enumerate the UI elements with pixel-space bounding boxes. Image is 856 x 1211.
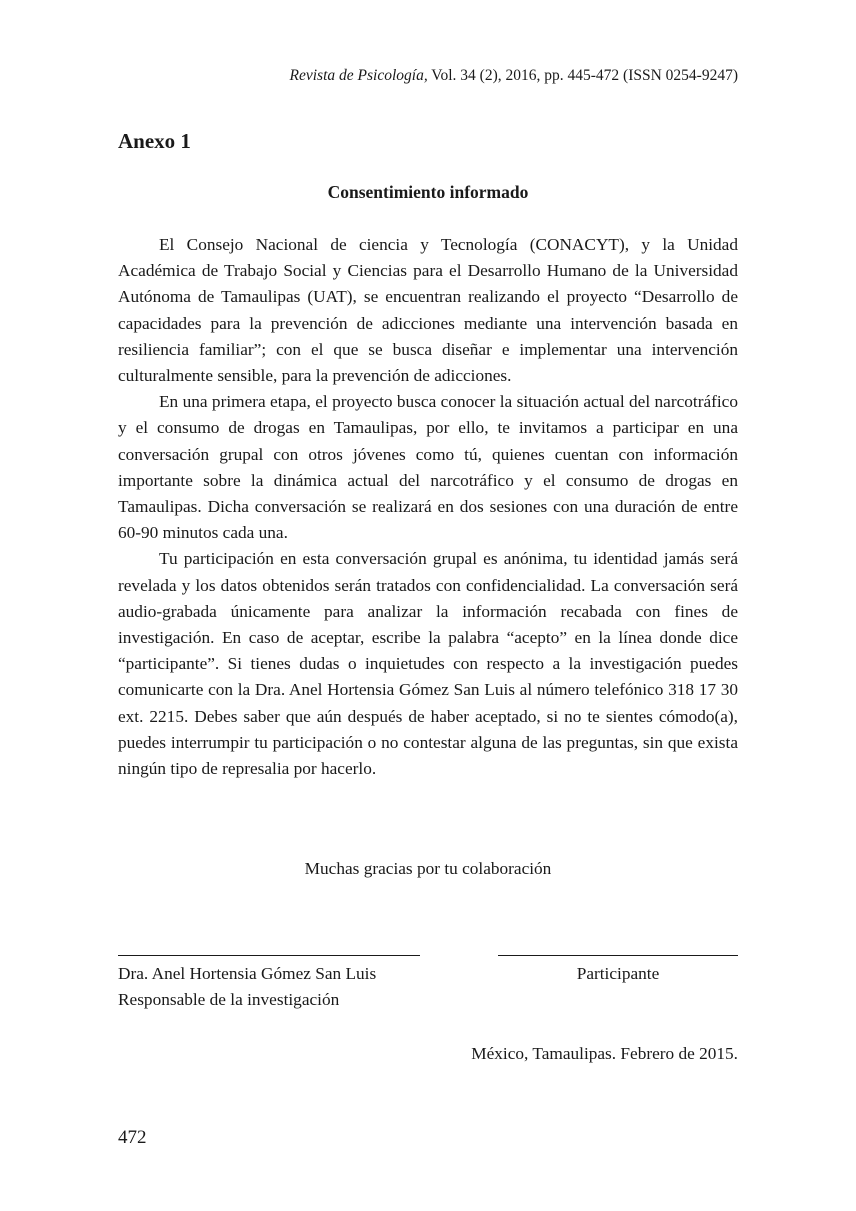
paragraph-1: El Consejo Nacional de ciencia y Tecnología (CONACYT), y la Unidad Académica de Trabajo Social y Ciencias para el Desarrollo Humano de la Universidad Autónoma de Tamaulipas (UAT), se encuentran realizando el proyecto “Desarrollo de capacidades para la prevención de adicciones mediante una intervención basada en resiliencia familiar”; con el que se busca diseñar e implementar una intervención culturalmente sensible, para la prevención de adicciones. [118,235,738,386]
running-header [290,66,738,86]
participant-label: Participante [576,964,660,983]
paragraph-2: En una primera etapa, el proyecto busca conocer la situación actual del narcotráfico y el consumo de drogas en Tamaulipas, por ello, te invitamos a participar en una conversación grupal con otros jóvenes como tú, quienes cuentan con información importante sobre la dinámica actual del narcotráfico y el consumo de drogas en Tamaulipas. Dicha conversación se realizará en dos sesiones con una duración de entre 60-90 minutos cada una. [118,392,738,543]
researcher-role: Responsable de la investigación [118,990,340,1009]
journal-citation: Vol. 34 (2), 2016, pp. 445-472 (ISSN 0254-9247) [427,67,738,84]
annex-title: Anexo 1 [118,129,191,153]
body-text [118,232,738,782]
participant-signature-line [498,955,738,956]
page-number: 472 [118,1127,147,1148]
thanks-line: Muchas gracias por tu colaboración [304,859,552,878]
researcher-name: Dra. Anel Hortensia Gómez San Luis [118,964,377,983]
researcher-signature-line [118,955,420,956]
place-date: México, Tamaulipas. Febrero de 2015. [471,1044,738,1063]
document-title: Consentimiento informado [327,182,529,202]
journal-name: Revista de Psicología, [289,67,428,84]
paragraph-3: Tu participación en esta conversación grupal es anónima, tu identidad jamás será revelada y los datos obtenidos serán tratados con confidencialidad. La conversación será audio-grabada únicamente para analizar la información recabada con fines de investigación. En caso de aceptar, escribe la palabra “acepto” en la línea donde dice “participante”. Si tienes dudas o inquietudes con respecto a la investigación puedes comunicarte con la Dra. Anel Hortensia Gómez San Luis al número telefónico 318 17 30 ext. 2215. Debes saber que aún después de haber aceptado, si no te sientes cómodo(a), puedes interrumpir tu participación o no contestar alguna de las preguntas, sin que exista ningún tipo de represalia por hacerlo. [118,549,738,779]
